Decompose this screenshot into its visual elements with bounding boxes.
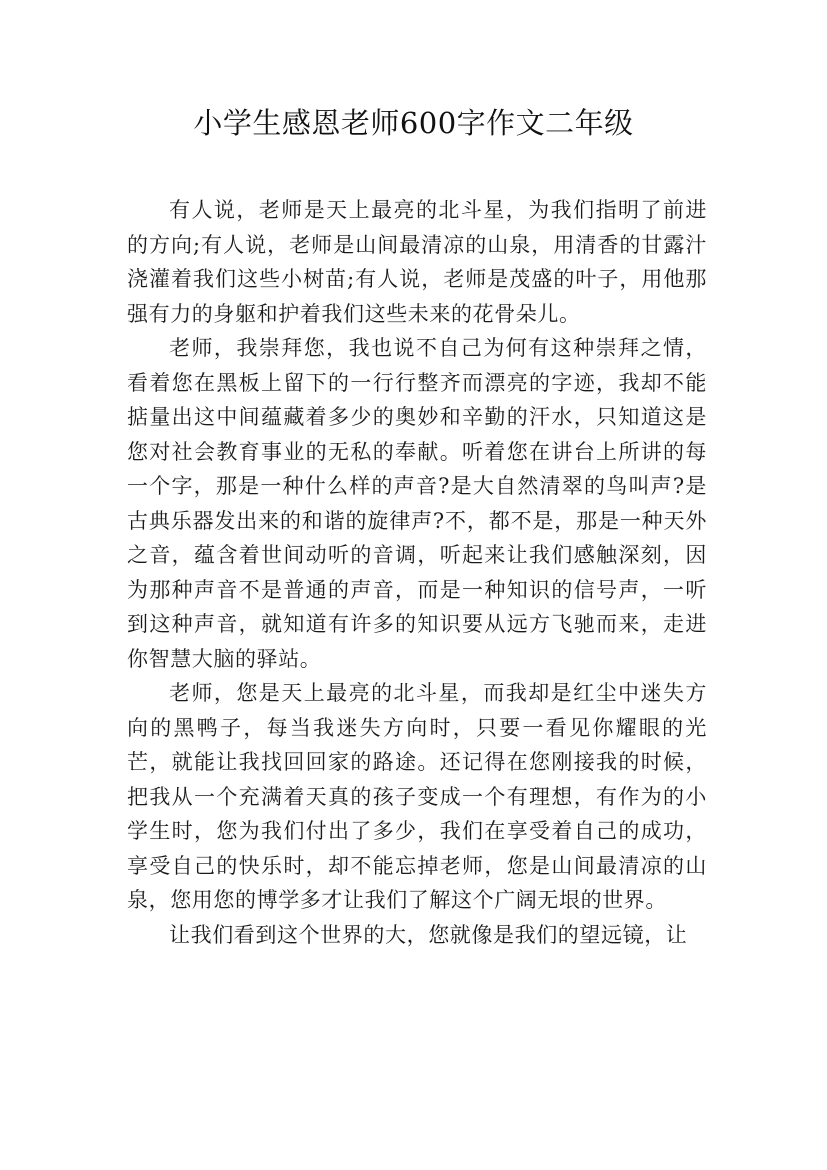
paragraph-3: 老师，您是天上最亮的北斗星，而我却是红尘中迷失方向的黑鸭子，每当我迷失方向时，只要一看见你耀眼的光芒，就能让我找回回家的路途。还记得在您刚接我的时候，把我从一个充满着天真的孩子变成一个有理想，有作为的小学生时，您为我们付出了多少，我们在享受着自己的成功，享受自己的快乐时，却不能忘掉老师，您是山间最清凉的山泉，您用您的博学多才让我们了解这个广阔无垠的世界。: [127, 681, 707, 912]
paragraph-2: 老师，我崇拜您，我也说不自己为何有这种崇拜之情，看着您在黑板上留下的一行行整齐而漂亮的字迹，我却不能掂量出这中间蕴藏着多少的奥妙和辛勤的汗水，只知道这是您对社会教育事业的无私的奉献。听着您在讲台上所讲的每一个字，那是一种什么样的声音?是大自然清翠的鸟叫声?是古典乐器发出来的和谐的旋律声?不，都不是，那是一种天外之音，蕴含着世间动听的音调，听起来让我们感触深刻，因为那种声音不是普通的声音，而是一种知识的信号声，一听到这种声音，就知道有许多的知识要从远方飞驰而来，走进你智慧大脑的驿站。: [127, 336, 707, 671]
document-body: [127, 193, 707, 952]
paragraph-1: 有人说，老师是天上最亮的北斗星，为我们指明了前进的方向;有人说，老师是山间最清凉的山泉，用清香的甘露汁浇灌着我们这些小树苗;有人说，老师是茂盛的叶子，用他那强有力的身躯和护着我们这些未来的花骨朵儿。: [127, 198, 707, 326]
paragraph-4: 让我们看到这个世界的大，您就像是我们的望远镜，让: [169, 922, 688, 947]
document-title: 小学生感恩老师600字作文二年级: [193, 106, 634, 140]
